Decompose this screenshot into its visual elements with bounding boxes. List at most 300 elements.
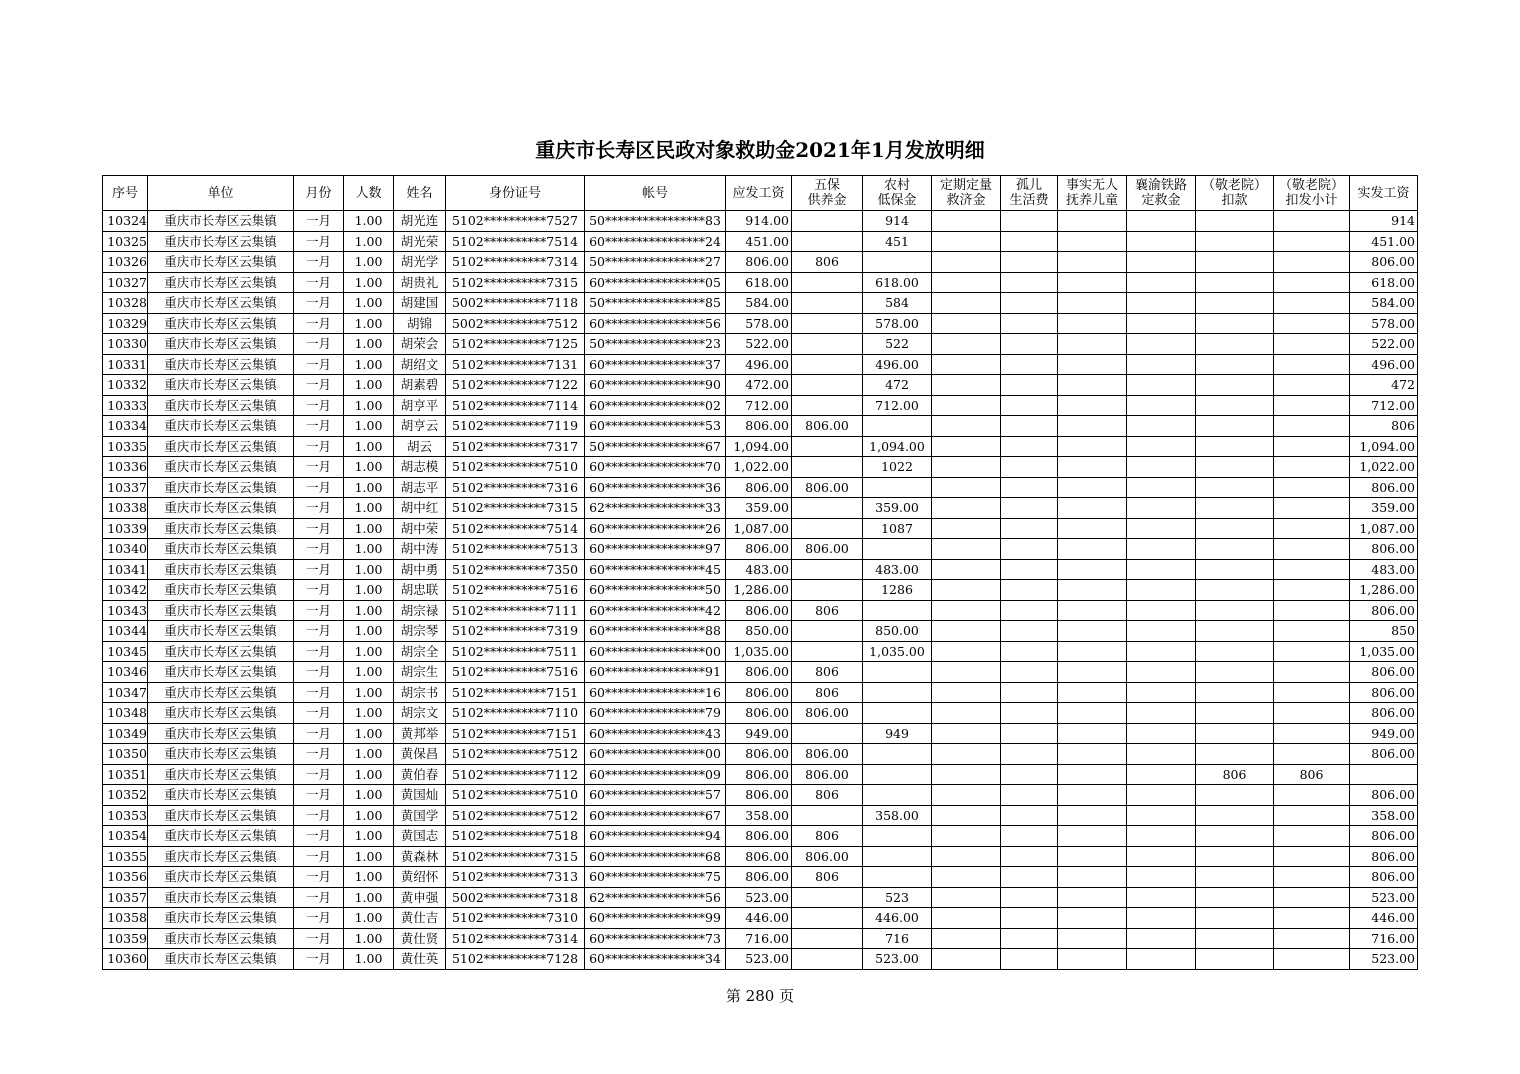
cell-orphan-allowance	[1001, 621, 1058, 642]
cell-rural-dibao: 1286	[863, 580, 932, 601]
cell-month: 一月	[294, 231, 344, 252]
cell-unsupported-child	[1058, 867, 1127, 888]
cell-seq: 10330	[103, 334, 148, 355]
cell-fixed-relief	[932, 764, 1001, 785]
table-row	[103, 682, 1418, 703]
cell-railway-relief	[1127, 846, 1196, 867]
cell-id-number: 5102**********7319	[446, 621, 585, 642]
cell-unsupported-child	[1058, 272, 1127, 293]
cell-wubao-allowance	[792, 293, 863, 314]
cell-month: 一月	[294, 375, 344, 396]
cell-wubao-allowance	[792, 928, 863, 949]
cell-seq: 10331	[103, 354, 148, 375]
cell-count: 1.00	[344, 662, 394, 683]
cell-unit: 重庆市长寿区云集镇	[148, 723, 294, 744]
column-header-gross-pay: 应发工资	[726, 176, 792, 211]
cell-railway-relief	[1127, 949, 1196, 970]
cell-name: 胡光连	[394, 211, 446, 232]
cell-railway-relief	[1127, 908, 1196, 929]
cell-name: 黄仕吉	[394, 908, 446, 929]
cell-rural-dibao	[863, 703, 932, 724]
cell-count: 1.00	[344, 211, 394, 232]
cell-id-number: 5102**********7518	[446, 826, 585, 847]
cell-railway-relief	[1127, 395, 1196, 416]
cell-count: 1.00	[344, 416, 394, 437]
cell-nursing-home-deduction	[1196, 518, 1274, 539]
cell-unsupported-child	[1058, 682, 1127, 703]
cell-gross-pay: 523.00	[726, 949, 792, 970]
cell-unit: 重庆市长寿区云集镇	[148, 641, 294, 662]
cell-net-pay: 806.00	[1350, 477, 1418, 498]
cell-wubao-allowance	[792, 334, 863, 355]
cell-account: 60****************24	[585, 231, 726, 252]
cell-unsupported-child	[1058, 805, 1127, 826]
cell-count: 1.00	[344, 580, 394, 601]
cell-unsupported-child	[1058, 928, 1127, 949]
cell-rural-dibao: 483.00	[863, 559, 932, 580]
cell-net-pay: 806.00	[1350, 682, 1418, 703]
cell-unsupported-child	[1058, 846, 1127, 867]
table-row	[103, 375, 1418, 396]
cell-gross-pay: 806.00	[726, 846, 792, 867]
cell-orphan-allowance	[1001, 744, 1058, 765]
cell-nursing-home-deduction	[1196, 600, 1274, 621]
cell-nursing-home-deduction	[1196, 416, 1274, 437]
cell-gross-pay: 806.00	[726, 477, 792, 498]
cell-nursing-home-subtotal	[1274, 621, 1350, 642]
cell-seq: 10324	[103, 211, 148, 232]
cell-fixed-relief	[932, 744, 1001, 765]
cell-gross-pay: 806.00	[726, 826, 792, 847]
cell-gross-pay: 806.00	[726, 416, 792, 437]
cell-nursing-home-subtotal	[1274, 662, 1350, 683]
cell-rural-dibao	[863, 252, 932, 273]
cell-unit: 重庆市长寿区云集镇	[148, 313, 294, 334]
cell-month: 一月	[294, 539, 344, 560]
cell-name: 胡建国	[394, 293, 446, 314]
cell-fixed-relief	[932, 887, 1001, 908]
cell-nursing-home-deduction	[1196, 723, 1274, 744]
cell-orphan-allowance	[1001, 498, 1058, 519]
cell-unsupported-child	[1058, 887, 1127, 908]
cell-month: 一月	[294, 395, 344, 416]
cell-unsupported-child	[1058, 641, 1127, 662]
cell-net-pay: 578.00	[1350, 313, 1418, 334]
cell-id-number: 5102**********7513	[446, 539, 585, 560]
cell-fixed-relief	[932, 518, 1001, 539]
cell-unit: 重庆市长寿区云集镇	[148, 518, 294, 539]
cell-rural-dibao: 446.00	[863, 908, 932, 929]
cell-railway-relief	[1127, 826, 1196, 847]
cell-name: 胡素碧	[394, 375, 446, 396]
page-number: 第 280 页	[725, 987, 795, 1005]
cell-id-number: 5102**********7512	[446, 805, 585, 826]
cell-fixed-relief	[932, 682, 1001, 703]
cell-net-pay: 806.00	[1350, 539, 1418, 560]
cell-count: 1.00	[344, 641, 394, 662]
cell-account: 60****************36	[585, 477, 726, 498]
cell-wubao-allowance	[792, 805, 863, 826]
cell-fixed-relief	[932, 723, 1001, 744]
cell-net-pay: 483.00	[1350, 559, 1418, 580]
cell-nursing-home-subtotal	[1274, 313, 1350, 334]
cell-unit: 重庆市长寿区云集镇	[148, 477, 294, 498]
cell-wubao-allowance: 806	[792, 826, 863, 847]
cell-nursing-home-deduction	[1196, 949, 1274, 970]
cell-wubao-allowance	[792, 375, 863, 396]
cell-railway-relief	[1127, 211, 1196, 232]
cell-month: 一月	[294, 846, 344, 867]
cell-railway-relief	[1127, 887, 1196, 908]
cell-seq: 10348	[103, 703, 148, 724]
cell-nursing-home-deduction	[1196, 498, 1274, 519]
cell-rural-dibao	[863, 785, 932, 806]
cell-id-number: 5102**********7315	[446, 272, 585, 293]
cell-wubao-allowance	[792, 518, 863, 539]
cell-unsupported-child	[1058, 293, 1127, 314]
cell-net-pay: 1,035.00	[1350, 641, 1418, 662]
column-header-orphan-allowance: 孤儿 生活费	[1001, 176, 1058, 211]
cell-rural-dibao: 584	[863, 293, 932, 314]
cell-nursing-home-subtotal: 806	[1274, 764, 1350, 785]
cell-unsupported-child	[1058, 785, 1127, 806]
cell-net-pay: 806.00	[1350, 785, 1418, 806]
cell-seq: 10345	[103, 641, 148, 662]
table-row	[103, 211, 1418, 232]
cell-seq: 10334	[103, 416, 148, 437]
cell-unsupported-child	[1058, 703, 1127, 724]
cell-nursing-home-deduction	[1196, 211, 1274, 232]
cell-month: 一月	[294, 580, 344, 601]
cell-seq: 10351	[103, 764, 148, 785]
column-header-wubao-allowance: 五保 供养金	[792, 176, 863, 211]
cell-month: 一月	[294, 928, 344, 949]
cell-month: 一月	[294, 826, 344, 847]
cell-gross-pay: 850.00	[726, 621, 792, 642]
cell-orphan-allowance	[1001, 252, 1058, 273]
cell-id-number: 5002**********7512	[446, 313, 585, 334]
cell-unit: 重庆市长寿区云集镇	[148, 354, 294, 375]
cell-rural-dibao: 850.00	[863, 621, 932, 642]
cell-gross-pay: 359.00	[726, 498, 792, 519]
cell-railway-relief	[1127, 703, 1196, 724]
cell-account: 60****************02	[585, 395, 726, 416]
cell-unit: 重庆市长寿区云集镇	[148, 621, 294, 642]
cell-nursing-home-deduction	[1196, 928, 1274, 949]
cell-unit: 重庆市长寿区云集镇	[148, 272, 294, 293]
cell-rural-dibao: 522	[863, 334, 932, 355]
table-row	[103, 662, 1418, 683]
cell-account: 50****************23	[585, 334, 726, 355]
cell-nursing-home-deduction	[1196, 252, 1274, 273]
cell-unit: 重庆市长寿区云集镇	[148, 662, 294, 683]
cell-railway-relief	[1127, 928, 1196, 949]
cell-nursing-home-deduction	[1196, 539, 1274, 560]
cell-net-pay: 712.00	[1350, 395, 1418, 416]
cell-gross-pay: 618.00	[726, 272, 792, 293]
cell-gross-pay: 806.00	[726, 600, 792, 621]
cell-name: 胡锦	[394, 313, 446, 334]
cell-nursing-home-subtotal	[1274, 559, 1350, 580]
cell-nursing-home-deduction	[1196, 744, 1274, 765]
cell-id-number: 5102**********7112	[446, 764, 585, 785]
cell-account: 50****************83	[585, 211, 726, 232]
cell-account: 60****************99	[585, 908, 726, 929]
cell-wubao-allowance: 806.00	[792, 477, 863, 498]
cell-account: 60****************26	[585, 518, 726, 539]
cell-orphan-allowance	[1001, 375, 1058, 396]
cell-net-pay: 451.00	[1350, 231, 1418, 252]
column-header-nursing-home-subtotal: （敬老院） 扣发小计	[1274, 176, 1350, 211]
cell-gross-pay: 1,094.00	[726, 436, 792, 457]
cell-wubao-allowance	[792, 559, 863, 580]
cell-id-number: 5102**********7315	[446, 846, 585, 867]
cell-month: 一月	[294, 682, 344, 703]
cell-railway-relief	[1127, 764, 1196, 785]
cell-wubao-allowance: 806.00	[792, 416, 863, 437]
disbursement-table	[102, 175, 1418, 970]
cell-rural-dibao	[863, 662, 932, 683]
cell-name: 胡绍文	[394, 354, 446, 375]
cell-nursing-home-deduction	[1196, 375, 1274, 396]
cell-unit: 重庆市长寿区云集镇	[148, 436, 294, 457]
cell-gross-pay: 584.00	[726, 293, 792, 314]
cell-unit: 重庆市长寿区云集镇	[148, 559, 294, 580]
cell-rural-dibao: 914	[863, 211, 932, 232]
cell-unit: 重庆市长寿区云集镇	[148, 416, 294, 437]
cell-nursing-home-subtotal	[1274, 416, 1350, 437]
table-row	[103, 416, 1418, 437]
cell-railway-relief	[1127, 621, 1196, 642]
cell-wubao-allowance	[792, 621, 863, 642]
table-row	[103, 744, 1418, 765]
table-row	[103, 641, 1418, 662]
cell-unit: 重庆市长寿区云集镇	[148, 887, 294, 908]
cell-name: 黄国志	[394, 826, 446, 847]
cell-name: 胡中勇	[394, 559, 446, 580]
cell-month: 一月	[294, 641, 344, 662]
cell-account: 60****************70	[585, 457, 726, 478]
table-row	[103, 559, 1418, 580]
cell-unsupported-child	[1058, 231, 1127, 252]
table-row	[103, 539, 1418, 560]
cell-gross-pay: 472.00	[726, 375, 792, 396]
cell-month: 一月	[294, 559, 344, 580]
cell-count: 1.00	[344, 826, 394, 847]
cell-account: 60****************88	[585, 621, 726, 642]
cell-railway-relief	[1127, 313, 1196, 334]
cell-fixed-relief	[932, 354, 1001, 375]
cell-unsupported-child	[1058, 436, 1127, 457]
cell-month: 一月	[294, 805, 344, 826]
cell-railway-relief	[1127, 252, 1196, 273]
table-header-row	[103, 176, 1418, 211]
cell-count: 1.00	[344, 600, 394, 621]
cell-seq: 10332	[103, 375, 148, 396]
cell-wubao-allowance	[792, 723, 863, 744]
cell-fixed-relief	[932, 211, 1001, 232]
cell-seq: 10356	[103, 867, 148, 888]
cell-month: 一月	[294, 908, 344, 929]
cell-railway-relief	[1127, 805, 1196, 826]
cell-orphan-allowance	[1001, 518, 1058, 539]
cell-railway-relief	[1127, 334, 1196, 355]
cell-id-number: 5102**********7317	[446, 436, 585, 457]
cell-nursing-home-deduction	[1196, 908, 1274, 929]
cell-fixed-relief	[932, 272, 1001, 293]
cell-fixed-relief	[932, 457, 1001, 478]
cell-orphan-allowance	[1001, 703, 1058, 724]
cell-name: 黄国学	[394, 805, 446, 826]
column-header-month: 月份	[294, 176, 344, 211]
cell-rural-dibao: 949	[863, 723, 932, 744]
column-header-rural-dibao: 农村 低保金	[863, 176, 932, 211]
cell-account: 60****************91	[585, 662, 726, 683]
cell-rural-dibao	[863, 764, 932, 785]
cell-wubao-allowance: 806.00	[792, 539, 863, 560]
cell-nursing-home-subtotal	[1274, 518, 1350, 539]
cell-month: 一月	[294, 867, 344, 888]
cell-seq: 10359	[103, 928, 148, 949]
table-row	[103, 518, 1418, 539]
cell-gross-pay: 806.00	[726, 662, 792, 683]
cell-nursing-home-deduction	[1196, 887, 1274, 908]
cell-account: 60****************94	[585, 826, 726, 847]
cell-account: 60****************79	[585, 703, 726, 724]
cell-count: 1.00	[344, 457, 394, 478]
cell-seq: 10350	[103, 744, 148, 765]
cell-name: 胡中荣	[394, 518, 446, 539]
cell-nursing-home-deduction	[1196, 436, 1274, 457]
cell-month: 一月	[294, 211, 344, 232]
cell-nursing-home-subtotal	[1274, 928, 1350, 949]
cell-rural-dibao	[863, 744, 932, 765]
cell-nursing-home-deduction	[1196, 272, 1274, 293]
cell-gross-pay: 523.00	[726, 887, 792, 908]
cell-fixed-relief	[932, 539, 1001, 560]
cell-rural-dibao: 618.00	[863, 272, 932, 293]
table-row	[103, 621, 1418, 642]
cell-account: 62****************56	[585, 887, 726, 908]
cell-orphan-allowance	[1001, 682, 1058, 703]
cell-count: 1.00	[344, 498, 394, 519]
cell-net-pay: 496.00	[1350, 354, 1418, 375]
cell-fixed-relief	[932, 826, 1001, 847]
cell-month: 一月	[294, 416, 344, 437]
cell-seq: 10353	[103, 805, 148, 826]
cell-id-number: 5102**********7110	[446, 703, 585, 724]
cell-seq: 10352	[103, 785, 148, 806]
cell-net-pay: 523.00	[1350, 949, 1418, 970]
cell-account: 60****************16	[585, 682, 726, 703]
cell-gross-pay: 806.00	[726, 867, 792, 888]
cell-name: 黄国灿	[394, 785, 446, 806]
cell-railway-relief	[1127, 272, 1196, 293]
cell-unsupported-child	[1058, 375, 1127, 396]
cell-count: 1.00	[344, 272, 394, 293]
cell-seq: 10329	[103, 313, 148, 334]
cell-count: 1.00	[344, 682, 394, 703]
cell-gross-pay: 1,035.00	[726, 641, 792, 662]
cell-orphan-allowance	[1001, 354, 1058, 375]
cell-wubao-allowance: 806	[792, 662, 863, 683]
cell-month: 一月	[294, 252, 344, 273]
cell-rural-dibao	[863, 826, 932, 847]
cell-id-number: 5102**********7516	[446, 662, 585, 683]
cell-unit: 重庆市长寿区云集镇	[148, 252, 294, 273]
cell-count: 1.00	[344, 744, 394, 765]
cell-gross-pay: 483.00	[726, 559, 792, 580]
cell-id-number: 5102**********7310	[446, 908, 585, 929]
cell-rural-dibao: 1087	[863, 518, 932, 539]
cell-net-pay: 523.00	[1350, 887, 1418, 908]
cell-gross-pay: 578.00	[726, 313, 792, 334]
cell-unsupported-child	[1058, 764, 1127, 785]
table-row	[103, 826, 1418, 847]
cell-name: 胡光学	[394, 252, 446, 273]
column-header-count: 人数	[344, 176, 394, 211]
cell-name: 黄申强	[394, 887, 446, 908]
table-row	[103, 334, 1418, 355]
cell-nursing-home-subtotal	[1274, 949, 1350, 970]
cell-gross-pay: 712.00	[726, 395, 792, 416]
cell-count: 1.00	[344, 313, 394, 334]
cell-unit: 重庆市长寿区云集镇	[148, 949, 294, 970]
cell-nursing-home-deduction	[1196, 641, 1274, 662]
cell-orphan-allowance	[1001, 928, 1058, 949]
cell-railway-relief	[1127, 662, 1196, 683]
cell-fixed-relief	[932, 662, 1001, 683]
cell-wubao-allowance	[792, 436, 863, 457]
cell-nursing-home-deduction	[1196, 703, 1274, 724]
cell-account: 60****************37	[585, 354, 726, 375]
cell-wubao-allowance	[792, 211, 863, 232]
cell-unsupported-child	[1058, 518, 1127, 539]
cell-gross-pay: 806.00	[726, 764, 792, 785]
cell-nursing-home-deduction	[1196, 457, 1274, 478]
cell-railway-relief	[1127, 498, 1196, 519]
cell-seq: 10333	[103, 395, 148, 416]
cell-net-pay: 584.00	[1350, 293, 1418, 314]
cell-rural-dibao	[863, 682, 932, 703]
cell-nursing-home-subtotal	[1274, 641, 1350, 662]
cell-name: 胡志模	[394, 457, 446, 478]
cell-rural-dibao: 359.00	[863, 498, 932, 519]
cell-unit: 重庆市长寿区云集镇	[148, 395, 294, 416]
cell-orphan-allowance	[1001, 293, 1058, 314]
cell-net-pay: 358.00	[1350, 805, 1418, 826]
cell-railway-relief	[1127, 580, 1196, 601]
cell-unsupported-child	[1058, 211, 1127, 232]
cell-net-pay: 806.00	[1350, 703, 1418, 724]
cell-id-number: 5102**********7114	[446, 395, 585, 416]
cell-count: 1.00	[344, 395, 394, 416]
cell-orphan-allowance	[1001, 846, 1058, 867]
cell-account: 60****************97	[585, 539, 726, 560]
column-header-name: 姓名	[394, 176, 446, 211]
cell-count: 1.00	[344, 723, 394, 744]
cell-nursing-home-deduction	[1196, 559, 1274, 580]
table-row	[103, 436, 1418, 457]
cell-orphan-allowance	[1001, 231, 1058, 252]
cell-month: 一月	[294, 723, 344, 744]
table-row	[103, 723, 1418, 744]
table-row	[103, 867, 1418, 888]
cell-nursing-home-subtotal	[1274, 539, 1350, 560]
cell-name: 胡宗生	[394, 662, 446, 683]
cell-month: 一月	[294, 477, 344, 498]
table-row	[103, 928, 1418, 949]
